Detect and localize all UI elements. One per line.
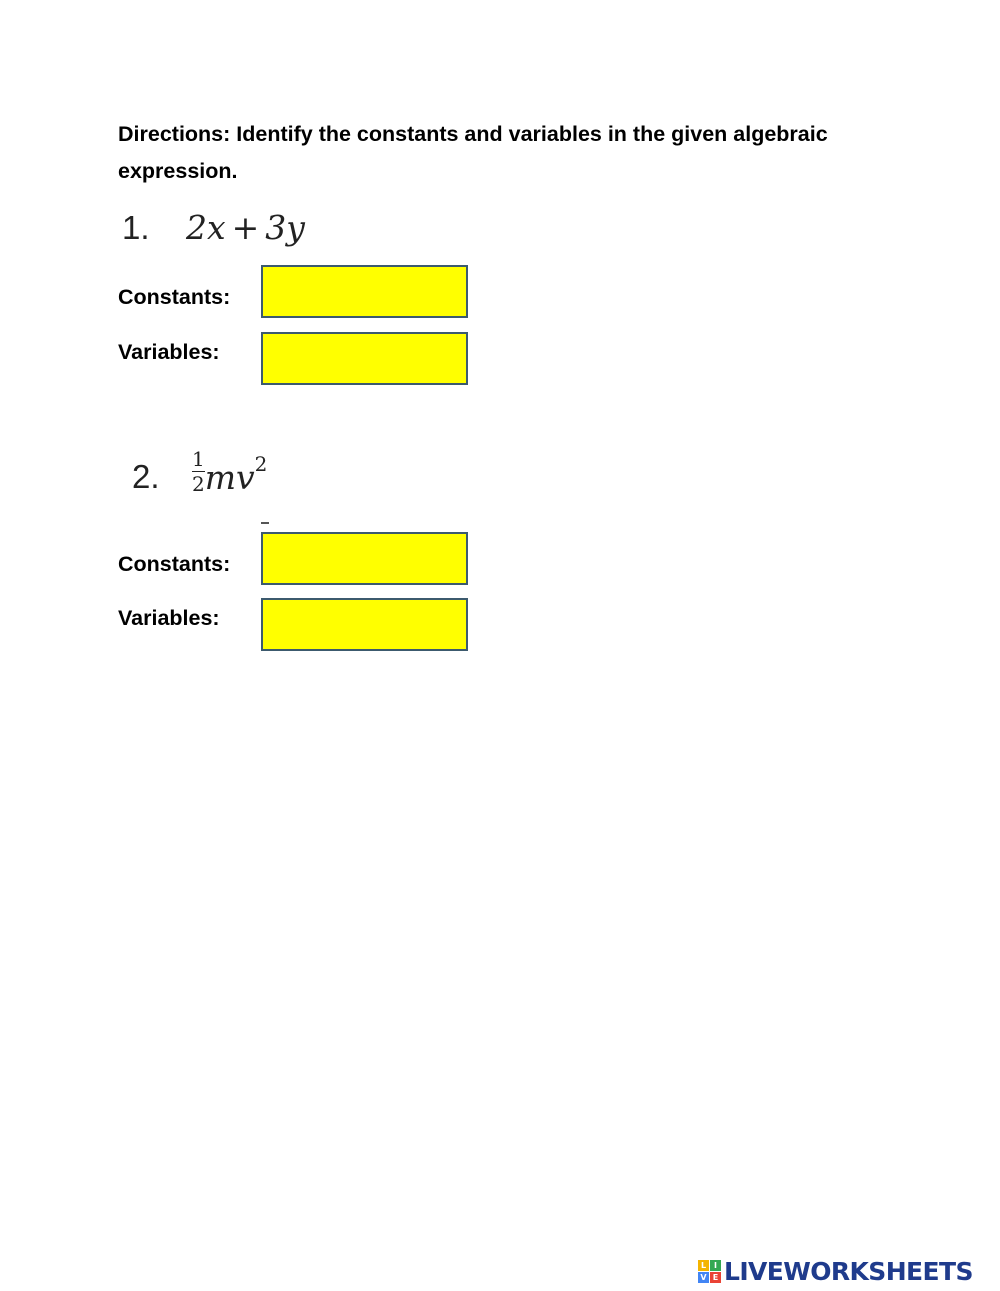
expr-term: mv: [204, 458, 255, 497]
constants-answer-box[interactable]: [261, 265, 468, 318]
fraction-denominator: 2: [192, 472, 205, 496]
variables-label: Variables:: [118, 606, 220, 630]
constants-label: Constants:: [118, 552, 231, 576]
logo-letter: L: [698, 1260, 709, 1271]
stray-mark: [261, 522, 269, 524]
directions-text: Directions: Identify the constants and variables in the given algebraic expression.: [118, 122, 828, 183]
constants-answer-box[interactable]: [261, 532, 468, 585]
brand-text: LIVEWORKSHEETS: [724, 1256, 973, 1286]
logo-letter: E: [710, 1272, 721, 1283]
logo-letter: V: [698, 1272, 709, 1283]
variables-answer-box[interactable]: [261, 332, 468, 385]
problem-2-expression: [132, 448, 267, 518]
problem-number: 2.: [132, 458, 160, 495]
liveworksheets-logo[interactable]: [698, 1256, 973, 1286]
logo-letter: I: [710, 1260, 721, 1271]
variables-answer-box[interactable]: [261, 598, 468, 651]
variables-label: Variables:: [118, 340, 220, 364]
logo-icon: [698, 1260, 721, 1283]
constants-label: Constants:: [118, 285, 231, 309]
fraction: [192, 448, 205, 495]
fraction-numerator: 1: [192, 447, 205, 471]
exponent: 2: [254, 452, 268, 476]
problem-number: 1.: [122, 209, 150, 246]
expr-operator: +: [231, 208, 260, 247]
expr-term: 3y: [265, 208, 305, 247]
problem-1-expression: [122, 208, 305, 247]
expr-term: 2x: [186, 208, 226, 247]
